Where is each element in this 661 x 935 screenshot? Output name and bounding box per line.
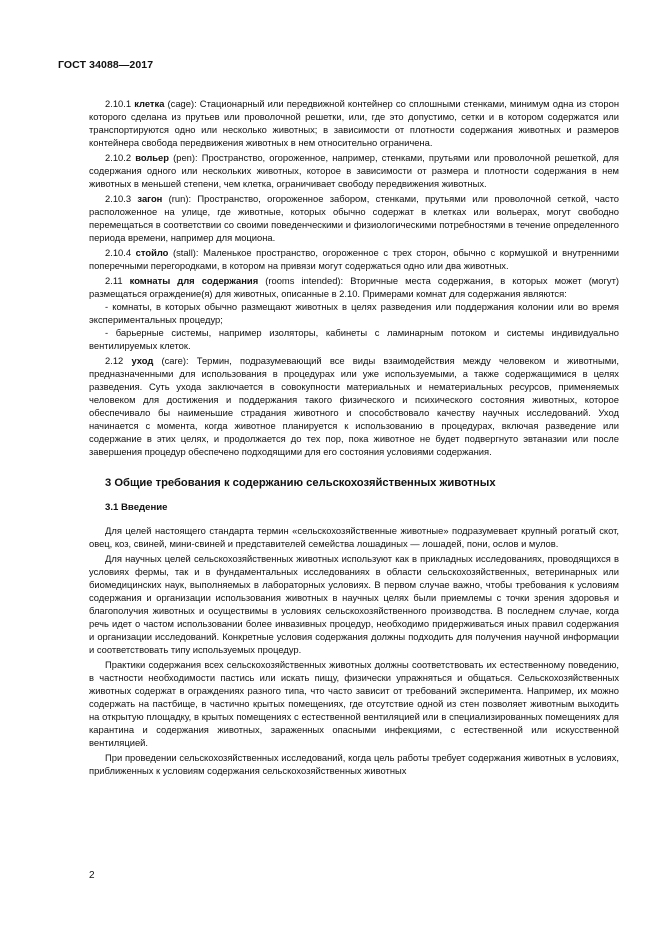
- body-paragraph: При проведении сельскохозяйственных исследований, когда цель работы требует содержания животных в условиях, приближенных к условиям содержания сельскохозяйственных животных: [89, 752, 619, 776]
- term: комнаты для содержания: [129, 275, 259, 286]
- definition-text: (care): Термин, подразумевающий все виды взаимодействия между человеком и животными, предназначенными для использования в процедурах или уже используемыми, а также содержащимися в целях разведения. Суть ухода заключается в совокупности материальных и нематериальных ресурсов, применяемых человеком для достижения и поддержания такого физического и психического состояния животных, которое обеспечивало бы наименьшие страдания животного и способствовало качеству научных исследований. Уход начинается с момента, когда животное планируется к использованию в процедурах, включая разведение или содержание в этих целях, и продолжается до тех пор, пока животное не будет подвергнуто эвтаназии или после завершения процедур обеспечено подходящими для его состояния условиями содержания.: [89, 355, 619, 457]
- term: загон: [137, 193, 163, 204]
- definition-paragraph: [89, 246, 619, 272]
- term: вольер: [135, 152, 169, 163]
- list-item: - барьерные системы, например изоляторы, кабинеты с ламинарным потоком и системы индивидуально вентилируемых клеток.: [89, 327, 619, 351]
- clause-number: 2.11: [105, 275, 123, 286]
- definition-text: (run): Пространство, огороженное забором, стенками, прутьями или проволочной сеткой, часто расположенное на улице, где животные, которых обычно содержат в клетках или вольерах, могут свободно перемещаться в соответствии со своими поведенческими и физиологическими потребностями в течение определенного периода времени, например для моциона.: [89, 193, 619, 243]
- term: уход: [131, 355, 154, 366]
- definition-text: (rooms intended): Вторичные места содержания, в которых может (могут) размещаться ограждение(я) для животных, описанные в 2.10. Примерами комнат для содержания являются:: [89, 275, 619, 299]
- definition-paragraph: [89, 354, 619, 458]
- document-header: ГОСТ 34088—2017: [58, 59, 154, 71]
- definition-paragraph: [89, 192, 619, 244]
- body-paragraph: Для научных целей сельскохозяйственных животных используют как в прикладных исследованиях, проводящихся в условиях фермы, так и в фундаментальных исследованиях в области сельскохозяйственных, ветеринарных или биомедицинских наук, выполняемых в лабораторных условиях. В первом случае важно, чтобы требования к условиям содержания и организации использования животных в научных целях были приемлемы с точки зрения здоровья и благополучия животных и осуществимы в условиях сельскохозяйственного производства. В последнем случае, когда речь идет о частом использовании более инвазивных процедур, необходимо придерживаться иных правил содержания и организации исследований. Конкретные условия содержания должны подходить для получения научной информации и соответствовать типу используемых процедур.: [89, 553, 619, 655]
- clause-number: 2.10.4: [105, 247, 132, 258]
- definition-text: (stall): Маленькое пространство, огороженное с трех сторон, обычно с кормушкой и внутренними поперечными перегородками, в котором на привязи могут содержаться одно или два животных.: [89, 247, 620, 271]
- definition-text: (cage): Стационарный или передвижной контейнер со сплошными стенками, минимум одна из сторон которого сделана из прутьев или проволочной решетки, или, где это допустимо, сетки и в котором содержатся или транспортируются одно или несколько животных; в зависимости от плотности содержания животных и размеров контейнера свобода передвижения животных в нем относительно ограничена.: [89, 98, 619, 148]
- list-item: - комнаты, в которых обычно размещают животных в целях разведения или поддержания колонии или во время экспериментальных процедур;: [89, 301, 619, 325]
- definition-paragraph: [89, 274, 619, 300]
- body-paragraph: Для целей настоящего стандарта термин «сельскохозяйственные животные» подразумевает крупный рогатый скот, овец, коз, свиней, мини-свиней и представителей семейства лошадиных — лошадей, пони, ослов и мулов.: [89, 525, 619, 549]
- term: стойло: [135, 247, 169, 258]
- clause-number: 2.10.2: [105, 152, 132, 163]
- page-number: 2: [89, 870, 95, 881]
- document-body: [89, 95, 619, 777]
- subsection-heading: 3.1 Введение: [105, 502, 168, 513]
- term: клетка: [134, 98, 165, 109]
- definition-paragraph: [89, 151, 619, 190]
- definition-paragraph: [89, 97, 619, 149]
- clause-number: 2.10.1: [105, 98, 132, 109]
- body-paragraph: Практики содержания всех сельскохозяйственных животных должны соответствовать их естественному поведению, в частности необходимости пастись или искать пищу, физически упражняться и общаться. Сельскохозяйственных животных содержат в ограждениях разного типа, что часто зависит от требований эксперимента. Например, их можно содержать на пастбище, в частично крытых помещениях, где отсутствие одной из стен позволяет животным выходить на открытую площадку, в крытых помещениях с естественной вентиляцией или в специализированных помещениях для карантина и содержания животных, зараженных опасными инфекциями, с естественной или искусственной вентиляцией.: [89, 659, 619, 748]
- clause-number: 2.12: [105, 355, 124, 366]
- section-heading: 3 Общие требования к содержанию сельскохозяйственных животных: [105, 477, 496, 489]
- clause-number: 2.10.3: [105, 193, 132, 204]
- definition-text: (pen): Пространство, огороженное, например, стенками, прутьями или проволочной решеткой, для содержания одного или нескольких животных, которое в зависимости от размера и плотности содержания в нем животных в меньшей степени, чем клетка, ограничивает свободу передвижения животных.: [89, 152, 620, 189]
